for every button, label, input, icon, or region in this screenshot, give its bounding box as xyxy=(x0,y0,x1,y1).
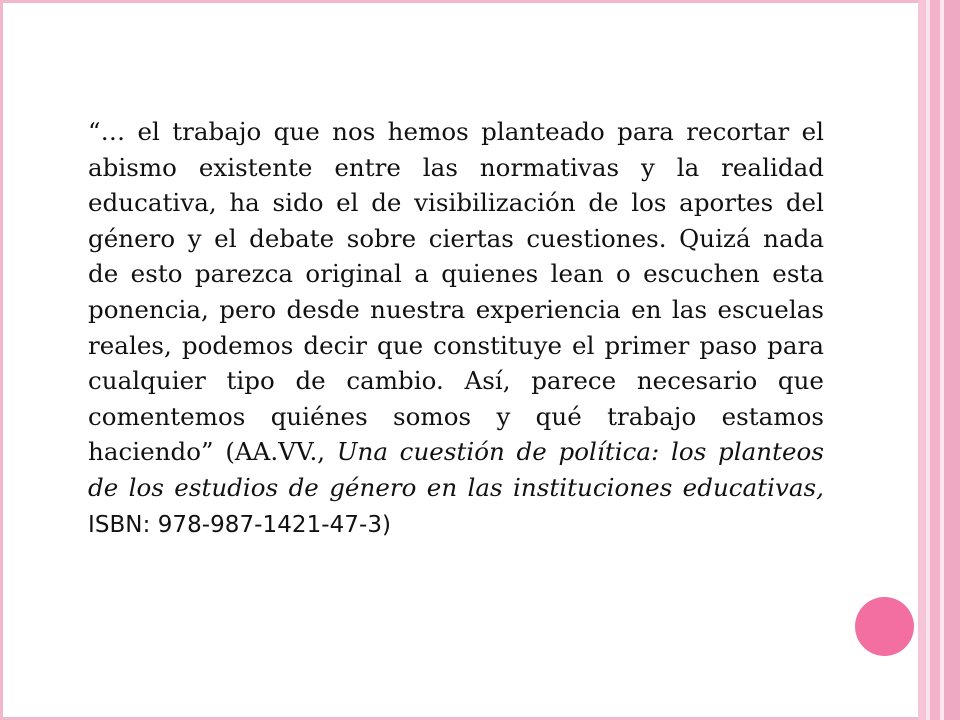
decorative-right-band xyxy=(944,0,960,720)
decorative-right-band xyxy=(930,0,940,720)
quote-text xyxy=(88,114,824,543)
slide-frame-left xyxy=(0,0,3,720)
decorative-right-band xyxy=(918,0,926,720)
quote-main-text: “… el trabajo que nos hemos planteado para recortar el abismo existente entre las normativas y la realidad educativa, ha sido el de visibilización de los aportes del género y el debate sobre ciertas cuestiones. Quizá nada de esto parezca original a quienes lean o escuchen esta ponencia, pero desde nuestra experiencia en las escuelas reales, podemos decir que constituye el primer paso para cualquier tipo de cambio. Así, parece necesario que comentemos quiénes somos y qué trabajo estamos haciendo” (AA.VV., xyxy=(88,117,824,467)
slide-frame-top xyxy=(0,0,920,3)
decorative-pink-circle xyxy=(855,597,914,656)
quote-isbn: ISBN: 978-987-1421-47-3) xyxy=(88,511,392,538)
quote-source-title: Una cuestión de política: los planteos de los estudios de género en las instituciones educativas, xyxy=(88,437,824,502)
